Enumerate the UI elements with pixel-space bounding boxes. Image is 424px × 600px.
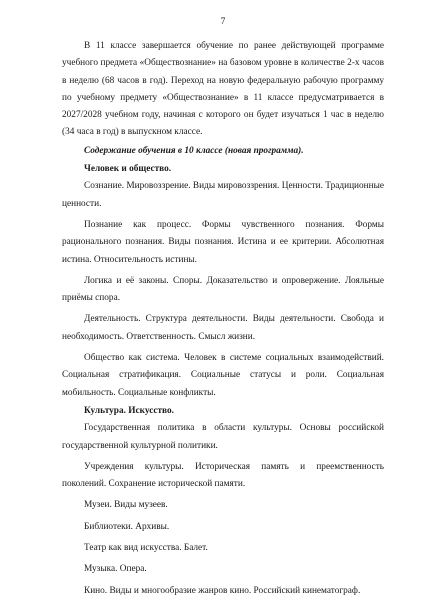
paragraph-consciousness: Сознание. Мировоззрение. Виды мировоззрения. Ценности. Традиционные ценности. (62, 181, 384, 209)
paragraph-cognition: Познание как процесс. Формы чувственного познания. Формы рационального познания. Виды познания. Истина и ее критерии. Абсолютная истина. Относительность истины. (62, 219, 384, 265)
page-number: 7 (220, 17, 226, 27)
paragraph-cultural-policy: Государственная политика в области культуры. Основы российской государственной культурной политики. (62, 423, 384, 451)
section-heading-culture-art: Культура. Искусство. (84, 405, 174, 416)
paragraph-logic: Логика и её законы. Споры. Доказательство и опровержение. Лояльные приёмы спора. (62, 275, 384, 304)
paragraph-theatre: Театр как вид искусства. Балет. (84, 543, 208, 554)
section-heading-person-society: Человек и общество. (84, 164, 172, 175)
paragraph-cinema: Кино. Виды и многообразие жанров кино. Российский кинематограф. (84, 585, 361, 596)
intro-paragraph: В 11 классе завершается обучение по ранее действующей программе учебного предмета «Обществознание» на базовом уровне в количестве 2-х часов в неделю (68 часов в год). Переход на новую федеральную рабочую программу по учебному предмету «Обществознание» в 11 классе предусматривается в 2027/2028 учебном году, начиная с которого он будет изучаться 1 час в неделю (34 часа в год) в выпускном классе. (62, 41, 384, 138)
paragraph-cultural-institutions: Учреждения культуры. Историческая память и преемственность поколений. Сохранение исторической памяти. (62, 461, 384, 490)
paragraph-libraries: Библиотеки. Архивы. (84, 521, 170, 532)
content-heading: Содержание обучения в 10 классе (новая программа). (84, 145, 304, 156)
paragraph-music: Музыка. Опера. (84, 564, 147, 575)
paragraph-museums: Музеи. Виды музеев. (84, 500, 168, 511)
paragraph-activity: Деятельность. Структура деятельности. Виды деятельности. Свобода и необходимость. Ответственность. Смысл жизни. (62, 314, 384, 342)
paragraph-society-system: Общество как система. Человек в системе социальных взаимодействий. Социальная стратификация. Социальные статусы и роли. Социальная мобильность. Социальные конфликты. (62, 353, 384, 398)
